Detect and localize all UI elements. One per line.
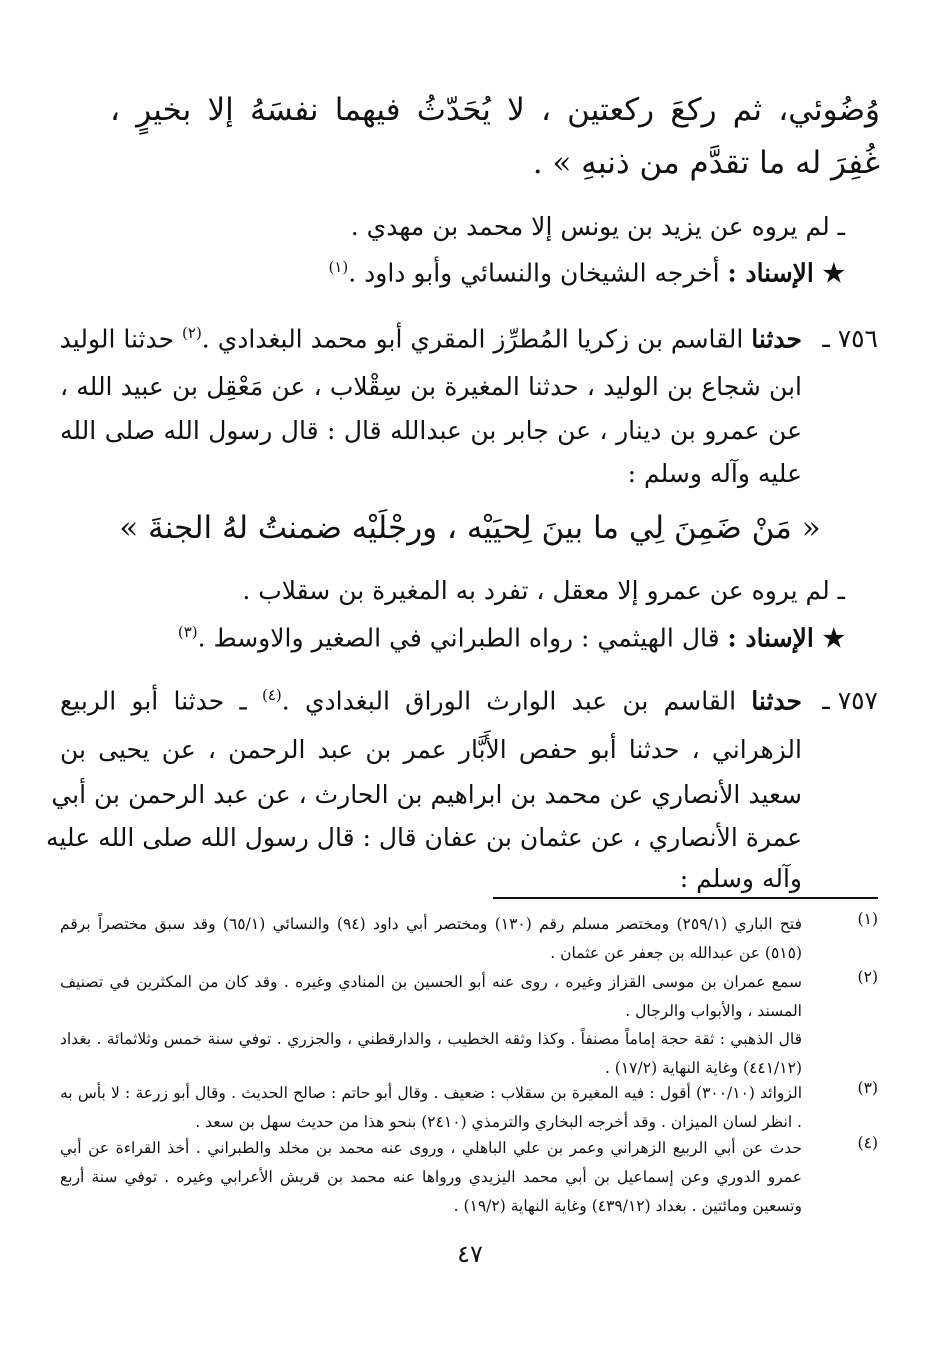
- hadith-757-line-1: [60, 686, 802, 715]
- footnote-ref: (١): [328, 258, 349, 276]
- continuation-line-1: وُضُوئي، ثم ركعَ ركعتين ، لا يُحَدّثُ فيهما نفسَهُ إلا بخيرٍ ،: [110, 92, 880, 128]
- narrator-chain-tail: ـ حدثنا أبو الربيع: [60, 686, 247, 716]
- hadith-757-line-5: وآله وسلم :: [679, 864, 802, 893]
- narrator-chain-tail: حدثنا الوليد: [59, 324, 175, 354]
- continuation-note: ـ لم يروه عن يزيد بن يونس إلا محمد بن مهدي .: [350, 212, 845, 241]
- page-number: ٤٧: [457, 1240, 483, 1268]
- footnote-text: فتح الباري (٢٥٩/١) ومختصر مسلم رقم (١٣٠) ومختصر أبي داود (٩٤) والنسائي (٦٥/١) وقد سبق مختصراً برقم (٥١٥) عن عبدالله بن جعفر عن عثمان .: [60, 915, 802, 962]
- hadith-757-line-3: سعيد الأنصاري عن محمد بن ابراهيم بن الحارث ، عن عبد الرحمن بن أبي: [51, 780, 802, 809]
- footnote-number: (١): [857, 910, 878, 928]
- continuation-line-2: غُفِرَ له ما تقدَّم من ذنبهِ » .: [532, 145, 880, 181]
- footnote-text: حدث عن أبي الربيع الزهراني وعمر بن علي الباهلي ، وروى عنه محمد بن مخلد والطبراني . أخذ القراءة عن أبي عمرو الدوري وعن إسماعيل بن أبي محمد اليزيدي ورواها عنه محمد بن قريش الأعرابي وغيره . توفي سنة أربع وتسعين ومائتين . بغداد (٤٣٩/١٢) وغاية النهاية (١٩/٢) .: [60, 1139, 802, 1215]
- footnote-number: (٢): [857, 968, 878, 986]
- narrator-chain: القاسم بن عبد الوارث الوراق البغدادي .: [281, 686, 737, 716]
- hadith-lead: حدثنا: [751, 686, 802, 716]
- hadith-number: ٧٥٦ ـ: [822, 324, 878, 353]
- footnote-ref: (٤): [262, 686, 282, 704]
- isnad-label: ★ الإسناد :: [727, 258, 845, 288]
- hadith-756-note: ـ لم يروه عن عمرو إلا معقل ، تفرد به المغيرة بن سقلاب .: [242, 576, 845, 605]
- isnad-text: قال الهيثمي : رواه الطبراني في الصغير والاوسط .: [197, 623, 720, 653]
- hadith-756-matn: « مَنْ ضَمِنَ لِي ما بينَ لِحيَيْه ، ورجْلَيْه ضمنتُ لهُ الجنةَ »: [119, 510, 821, 546]
- hadith-757-line-4: عمرة الأنصاري ، عن عثمان بن عفان قال : قال رسول الله صلى الله عليه: [45, 823, 802, 852]
- footnote-ref: (٢): [182, 324, 202, 342]
- hadith-756-line-1: [60, 324, 802, 353]
- footnote-text: الزوائد (٣٠٠/١٠) أقول : فيه المغيرة بن سقلاب : ضعيف . وقال أبو حاتم : صالح الحديث . وقال أبو زرعة : لا بأس به . انظر لسان الميزان . وقد أخرجه البخاري والترمذي (٢٤١٠) بنحو هذا من حديث سهل بن سعد .: [60, 1084, 802, 1131]
- narrator-chain: القاسم بن زكريا المُطرِّز المقري أبو محمد البغدادي .: [201, 324, 744, 354]
- hadith-756-isnad: [110, 623, 845, 652]
- footnote-separator: [493, 897, 878, 899]
- isnad-text: أخرجه الشيخان والنسائي وأبو داود .: [348, 258, 720, 288]
- hadith-lead: حدثنا: [751, 324, 802, 354]
- continuation-isnad: [110, 258, 845, 287]
- footnote-number: (٣): [857, 1079, 878, 1097]
- footnote-number: (٤): [857, 1134, 878, 1152]
- footnote-text: قال الذهبي : ثقة حجة إماماً مصنفاً . وكذا وثقه الخطيب ، والدارقطني ، والجزري . توفي سنة خمس وثلاثمائة . بغداد (٤٤١/١٢) وغاية النهاية (١٧/٢) .: [60, 1030, 802, 1077]
- isnad-label: ★ الإسناد :: [727, 623, 845, 653]
- hadith-756-line-2: ابن شجاع بن الوليد ، حدثنا المغيرة بن سِقْلاب ، عن مَعْقِل بن عبيد الله ،: [60, 372, 802, 401]
- hadith-756-line-4: عليه وآله وسلم :: [627, 459, 802, 488]
- footnote-text: سمع عمران بن موسى القزاز وغيره ، روى عنه أبو الحسين بن المنادي وغيره . وقد كان من المكثرين في تصنيف المسند ، والأبواب والرجال .: [60, 973, 802, 1020]
- footnote-ref: (٣): [177, 623, 198, 641]
- hadith-number: ٧٥٧ ـ: [822, 686, 878, 715]
- hadith-756-line-3: عن عمرو بن دينار ، عن جابر بن عبدالله قال : قال رسول الله صلى الله: [60, 416, 802, 445]
- hadith-757-line-2: الزهراني ، حدثنا أبو حفص الأَبَّار عمر بن عبد الرحمن ، عن يحيى بن: [60, 735, 802, 764]
